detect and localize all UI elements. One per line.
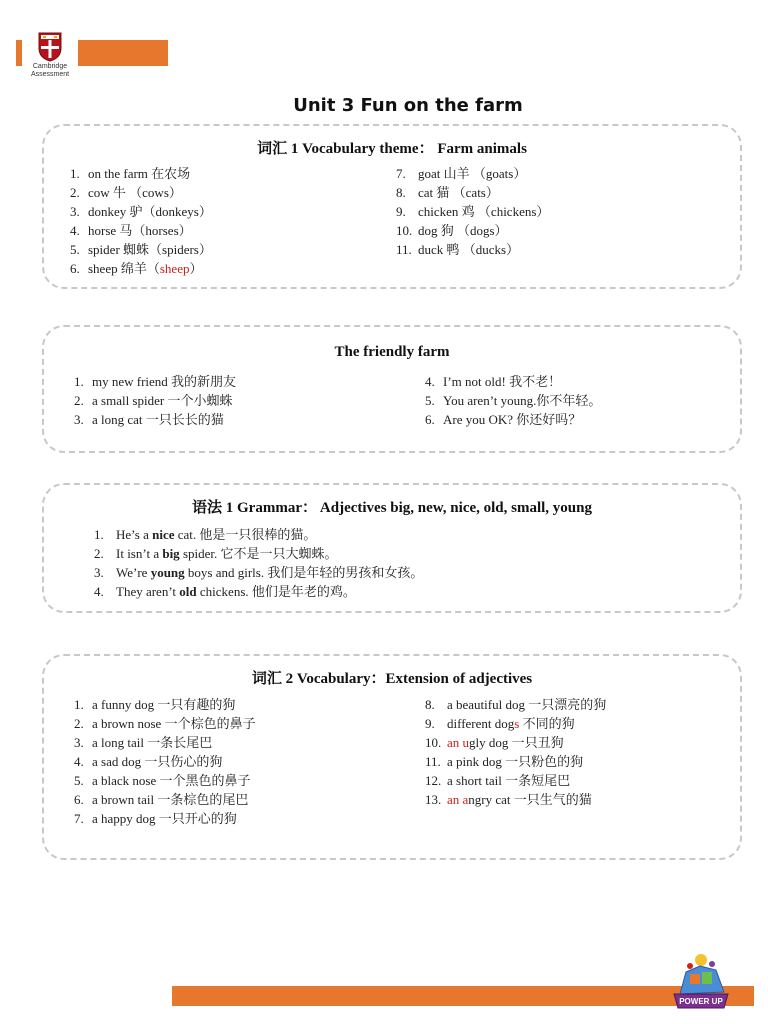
highlight-text: an a [447, 792, 469, 807]
list-item: 11. duck 鸭 （ducks） [396, 242, 520, 257]
list-item: 4. I’m not old! 我不老！ [425, 374, 562, 389]
vocab-extension-left-list [74, 695, 256, 828]
list-item: 9. different dogs 不同的狗 [425, 716, 575, 731]
list-item: 1. on the farm 在农场 [70, 166, 191, 181]
list-item: 4. They aren’t old chickens. 他们是年老的鸡。 [94, 584, 356, 599]
grammar-list [94, 525, 423, 601]
vocab-extension-box [42, 654, 742, 860]
list-item: 2. It isn’t a big spider. 它不是一只大蜘蛛。 [94, 546, 338, 561]
list-item: 6. sheep 绵羊（sheep） [70, 261, 203, 276]
vocab-extension-right-list [425, 695, 606, 809]
vocab-theme-right-list [396, 164, 549, 259]
list-item: 6. a brown tail 一条棕色的尾巴 [74, 792, 249, 807]
list-item: 10. an ugly dog 一只丑狗 [425, 735, 564, 750]
list-item: 5. You aren’t young.你不年轻。 [425, 393, 602, 408]
list-item: 3. We’re young boys and girls. 我们是年轻的男孩和女孩。 [94, 565, 424, 580]
vocab-theme-box [42, 124, 742, 289]
list-item: 12. a short tail 一条短尾巴 [425, 773, 571, 788]
list-item: 11. a pink dog 一只粉色的狗 [425, 754, 584, 769]
highlight-text: sheep [159, 261, 190, 276]
list-item: 1. a funny dog 一只有趣的狗 [74, 697, 236, 712]
list-item: 13. an angry cat 一只生气的猫 [425, 792, 592, 807]
list-item: 3. a long tail 一条长尾巴 [74, 735, 213, 750]
logo-text-assessment: Assessment [30, 71, 70, 78]
list-item: 5. a black nose 一个黑色的鼻子 [74, 773, 251, 788]
page-title: Unit 3 Fun on the farm [293, 95, 523, 116]
list-item: 4. horse 马（horses） [70, 223, 192, 238]
list-item: 3. a long cat 一只长长的猫 [74, 412, 224, 427]
vocab-theme-title: 词汇 1 Vocabulary theme： Farm animals [257, 141, 527, 157]
list-item: 2. a small spider 一个小蜘蛛 [74, 393, 233, 408]
adjective-bold: young [150, 565, 185, 580]
power-up-badge-icon [670, 950, 732, 1012]
cambridge-shield-icon [38, 32, 62, 62]
grammar-box [42, 483, 742, 613]
list-item: 8. a beautiful dog 一只漂亮的狗 [425, 697, 607, 712]
list-item: 1. He’s a nice cat. 他是一只很棒的猫。 [94, 527, 317, 542]
friendly-farm-right-list [425, 372, 601, 429]
friendly-farm-title: The friendly farm [334, 344, 450, 360]
list-item: 2. cow 牛 （cows） [70, 185, 182, 200]
badge-text: POWER UP [679, 997, 723, 1006]
friendly-farm-box [42, 325, 742, 453]
list-item: 1. my new friend 我的新朋友 [74, 374, 237, 389]
highlight-text: s [514, 716, 520, 731]
list-item: 5. spider 蜘蛛（spiders） [70, 242, 212, 257]
list-item: 7. goat 山羊 （goats） [396, 166, 527, 181]
logo-text-cambridge: Cambridge [32, 63, 68, 70]
vocab-extension-title: 词汇 2 Vocabulary：Extension of adjectives [251, 671, 533, 687]
list-item: 2. a brown nose 一个棕色的鼻子 [74, 716, 256, 731]
grammar-title: 语法 1 Grammar： Adjectives big, new, nice, old, small, young [192, 500, 592, 516]
friendly-farm-left-list [74, 372, 236, 429]
list-item: 7. a happy dog 一只开心的狗 [74, 811, 237, 826]
list-item: 4. a sad dog 一只伤心的狗 [74, 754, 223, 769]
cambridge-logo [22, 30, 78, 82]
list-item: 6. Are you OK? 你还好吗？ [425, 412, 582, 427]
list-item: 10. dog 狗 （dogs） [396, 223, 508, 238]
highlight-text: an u [447, 735, 470, 750]
adjective-bold: nice [152, 527, 175, 542]
vocab-theme-left-list [70, 164, 212, 278]
adjective-bold: big [162, 546, 180, 561]
list-item: 3. donkey 驴（donkeys） [70, 204, 212, 219]
list-item: 9. chicken 鸡 （chickens） [396, 204, 550, 219]
adjective-bold: old [179, 584, 197, 599]
list-item: 8. cat 猫 （cats） [396, 185, 499, 200]
footer-orange-bar [172, 986, 754, 1006]
